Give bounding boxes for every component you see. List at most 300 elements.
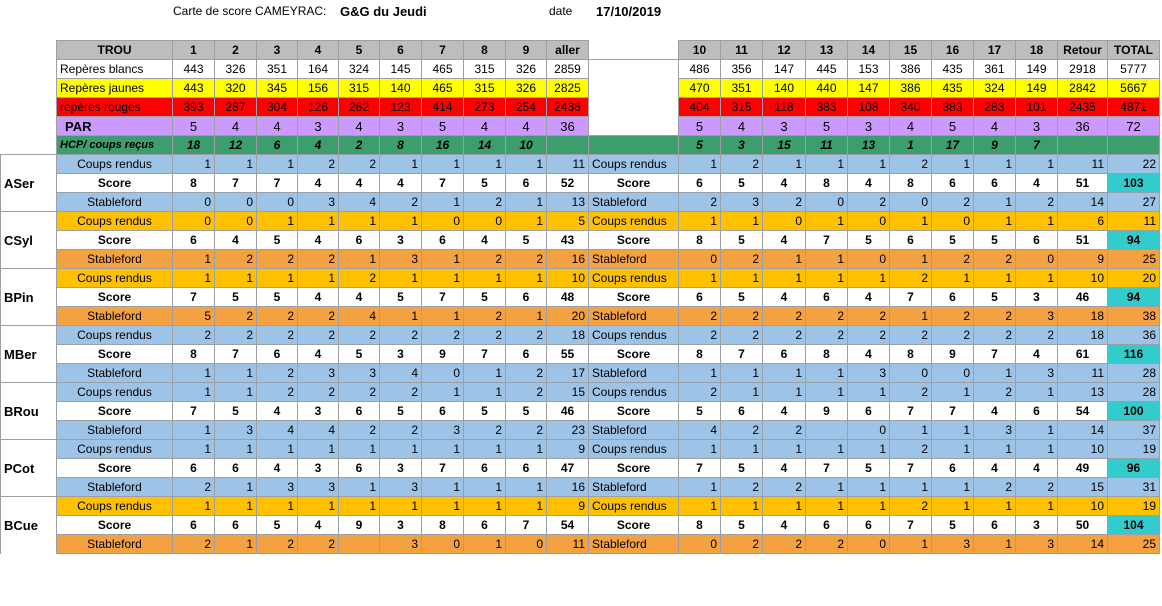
row-label: Stableford [57, 421, 173, 440]
retour-value: 13 [1058, 383, 1108, 402]
hole-value: 6 [215, 459, 257, 478]
retour-value: 2918 [1058, 60, 1108, 79]
hole-value: 2 [339, 269, 380, 288]
hole-value: 2 [215, 326, 257, 345]
hole-header: 14 [848, 41, 890, 60]
hole-value: 5 [464, 174, 506, 193]
total-value: 4871 [1108, 98, 1160, 117]
hole-value: 4 [339, 117, 380, 136]
hole-value: 1 [422, 155, 464, 174]
course-row [1, 79, 1160, 98]
course-row [1, 98, 1160, 117]
hole-value: 2 [506, 364, 547, 383]
hole-value: 5 [257, 288, 298, 307]
hcp-value: 10 [506, 136, 547, 155]
hcp-value: 3 [721, 136, 763, 155]
retour-header: Retour [1058, 41, 1108, 60]
total-value: 11 [1108, 212, 1160, 231]
hole-value: 414 [422, 98, 464, 117]
retour-value: 2842 [1058, 79, 1108, 98]
hole-value: 1 [215, 364, 257, 383]
hole-value: 7 [890, 516, 932, 535]
player-name: MBer [1, 345, 57, 364]
hcp-value: 2 [339, 136, 380, 155]
hole-value: 5 [380, 402, 422, 421]
player-name-cell [1, 155, 57, 174]
hcp-empty [1108, 136, 1160, 155]
hole-header: 2 [215, 41, 257, 60]
hole-value: 326 [506, 60, 547, 79]
blank-cell [1, 117, 57, 136]
hole-value: 2 [932, 193, 974, 212]
hole-value: 262 [339, 98, 380, 117]
hole-value: 254 [506, 98, 547, 117]
row-label: Stableford [589, 250, 679, 269]
hole-value: 5 [932, 231, 974, 250]
row-label: Score [57, 288, 173, 307]
hole-value: 7 [806, 459, 848, 478]
hole-value: 1 [806, 478, 848, 497]
hole-value: 147 [848, 79, 890, 98]
hole-value: 1 [506, 307, 547, 326]
hcp-value: 11 [806, 136, 848, 155]
hole-value: 5 [506, 402, 547, 421]
hole-value: 2 [257, 535, 298, 554]
hole-value: 5 [173, 307, 215, 326]
hole-value: 1 [380, 155, 422, 174]
hole-value: 443 [173, 60, 215, 79]
row-label: Stableford [589, 193, 679, 212]
hole-value: 2 [763, 193, 806, 212]
hole-value: 435 [932, 79, 974, 98]
total-value: 116 [1108, 345, 1160, 364]
hole-value: 315 [464, 60, 506, 79]
hole-value: 1 [932, 269, 974, 288]
hole-value: 5 [173, 117, 215, 136]
aller-value: 5 [547, 212, 589, 231]
card-header [0, 0, 1162, 22]
total-value: 28 [1108, 364, 1160, 383]
hole-value: 2 [422, 326, 464, 345]
hole-value: 5 [215, 288, 257, 307]
hole-value: 2 [721, 326, 763, 345]
row-label: Score [589, 459, 679, 478]
hole-value: 6 [173, 516, 215, 535]
hole-value: 8 [679, 516, 721, 535]
hole-value: 340 [890, 98, 932, 117]
course-row [1, 60, 1160, 79]
hole-value: 2 [890, 383, 932, 402]
hole-value: 8 [173, 174, 215, 193]
hole-value: 287 [215, 98, 257, 117]
player-name: ASer [1, 174, 57, 193]
retour-value: 11 [1058, 155, 1108, 174]
hole-value: 3 [1016, 364, 1058, 383]
hole-value: 1 [380, 269, 422, 288]
hole-value: 1 [806, 383, 848, 402]
hole-value: 6 [339, 459, 380, 478]
aller-value: 2859 [547, 60, 589, 79]
hole-value: 6 [339, 402, 380, 421]
hole-value: 1 [679, 478, 721, 497]
hole-value: 4 [298, 516, 339, 535]
hole-value: 465 [422, 79, 464, 98]
row-label: Score [57, 345, 173, 364]
player-score-row [1, 459, 1160, 478]
hole-value: 7 [890, 402, 932, 421]
row-label: Coups rendus [589, 383, 679, 402]
hole-value: 1 [257, 212, 298, 231]
blank-cell [1, 41, 57, 60]
retour-value: 50 [1058, 516, 1108, 535]
hole-value: 5 [464, 288, 506, 307]
retour-value: 10 [1058, 497, 1108, 516]
hole-value: 1 [932, 383, 974, 402]
hole-value: 6 [422, 402, 464, 421]
hole-header: 18 [1016, 41, 1058, 60]
hole-value: 149 [1016, 60, 1058, 79]
hole-value: 4 [298, 421, 339, 440]
total-value: 5667 [1108, 79, 1160, 98]
hole-value: 2 [806, 326, 848, 345]
hole-value: 6 [932, 459, 974, 478]
hole-value: 351 [257, 60, 298, 79]
hole-value: 1 [932, 497, 974, 516]
hole-value: 2 [257, 250, 298, 269]
hole-value: 1 [763, 364, 806, 383]
player-name: CSyl [1, 231, 57, 250]
hole-value: 3 [848, 364, 890, 383]
hole-value: 1 [932, 440, 974, 459]
hole-value: 9 [339, 516, 380, 535]
hole-value: 326 [215, 60, 257, 79]
hole-value: 315 [721, 98, 763, 117]
hole-value: 2 [380, 421, 422, 440]
hole-value: 8 [806, 345, 848, 364]
row-label: Score [57, 174, 173, 193]
player-coups-row [1, 326, 1160, 345]
hole-value: 1 [974, 535, 1016, 554]
hole-value: 4 [763, 174, 806, 193]
player-name: PCot [1, 459, 57, 478]
hole-value: 315 [464, 79, 506, 98]
hole-value: 7 [890, 459, 932, 478]
hole-value: 4 [339, 193, 380, 212]
hole-value: 6 [932, 174, 974, 193]
aller-value: 47 [547, 459, 589, 478]
hole-value: 4 [506, 117, 547, 136]
hole-header: 8 [464, 41, 506, 60]
row-label: Coups rendus [57, 497, 173, 516]
hole-value: 1 [422, 440, 464, 459]
total-value: 100 [1108, 402, 1160, 421]
hole-value: 6 [974, 516, 1016, 535]
hole-value: 1 [257, 155, 298, 174]
hole-value: 351 [721, 79, 763, 98]
aller-value: 18 [547, 326, 589, 345]
hole-value: 0 [848, 421, 890, 440]
hole-value: 5 [339, 345, 380, 364]
retour-value: 11 [1058, 364, 1108, 383]
hole-value: 0 [932, 364, 974, 383]
hole-value: 1 [215, 155, 257, 174]
hole-value: 4 [848, 345, 890, 364]
hole-value: 9 [422, 345, 464, 364]
hole-value: 6 [721, 402, 763, 421]
player-name-cell [1, 364, 57, 383]
hole-value: 149 [1016, 79, 1058, 98]
hole-value: 8 [679, 345, 721, 364]
hole-value: 0 [257, 193, 298, 212]
player-score-row [1, 402, 1160, 421]
hole-value: 1 [215, 383, 257, 402]
total-value: 37 [1108, 421, 1160, 440]
hole-value: 324 [339, 60, 380, 79]
hole-value: 2 [974, 478, 1016, 497]
hole-value: 304 [257, 98, 298, 117]
total-header: TOTAL [1108, 41, 1160, 60]
hole-value: 5 [506, 231, 547, 250]
retour-value: 18 [1058, 307, 1108, 326]
hole-value: 2 [763, 478, 806, 497]
hole-value: 4 [257, 402, 298, 421]
aller-value: 52 [547, 174, 589, 193]
hole-value: 2 [890, 155, 932, 174]
row-label: Stableford [57, 535, 173, 554]
gap-cell [589, 60, 679, 79]
hole-value: 1 [464, 383, 506, 402]
hole-value: 1 [173, 440, 215, 459]
hole-value: 5 [721, 459, 763, 478]
hole-value: 6 [1016, 231, 1058, 250]
hole-value: 1 [339, 250, 380, 269]
hole-value: 6 [679, 288, 721, 307]
hole-value: 2 [806, 307, 848, 326]
hole-value: 1 [1016, 212, 1058, 231]
hole-value: 2 [506, 326, 547, 345]
hole-value: 2 [339, 155, 380, 174]
hole-value: 2 [1016, 326, 1058, 345]
retour-value: 2435 [1058, 98, 1108, 117]
hole-value: 1 [890, 250, 932, 269]
hole-value: 1 [763, 269, 806, 288]
player-coups-row [1, 383, 1160, 402]
row-label: Score [589, 345, 679, 364]
retour-value: 9 [1058, 250, 1108, 269]
hole-value: 5 [974, 288, 1016, 307]
total-value: 19 [1108, 497, 1160, 516]
aller-value: 11 [547, 535, 589, 554]
row-label: Score [589, 288, 679, 307]
hole-value: 1 [380, 497, 422, 516]
hole-value: 3 [380, 478, 422, 497]
hole-value: 1 [464, 478, 506, 497]
hole-value: 2 [890, 269, 932, 288]
total-value: 20 [1108, 269, 1160, 288]
player-name-cell [1, 212, 57, 231]
hole-value: 1 [848, 269, 890, 288]
total-value: 22 [1108, 155, 1160, 174]
hole-value: 1 [298, 269, 339, 288]
hole-value: 5 [679, 402, 721, 421]
hole-value: 2 [298, 307, 339, 326]
hole-value: 1 [763, 250, 806, 269]
hole-value: 5 [932, 516, 974, 535]
row-label: Coups rendus [57, 440, 173, 459]
hole-value: 1 [974, 193, 1016, 212]
hole-value: 0 [506, 535, 547, 554]
hole-value: 2 [257, 307, 298, 326]
hole-value: 8 [679, 231, 721, 250]
row-label: Coups rendus [57, 269, 173, 288]
player-stableford-row [1, 250, 1160, 269]
aller-value: 48 [547, 288, 589, 307]
total-value: 25 [1108, 535, 1160, 554]
player-score-row [1, 345, 1160, 364]
hole-value: 147 [763, 60, 806, 79]
hole-header: 5 [339, 41, 380, 60]
hole-value: 4 [298, 345, 339, 364]
hole-value: 4 [257, 117, 298, 136]
hole-value: 1 [173, 269, 215, 288]
hole-value: 2 [763, 535, 806, 554]
hole-value: 4 [763, 288, 806, 307]
hole-value: 0 [763, 212, 806, 231]
total-value: 94 [1108, 231, 1160, 250]
hole-header: 12 [763, 41, 806, 60]
row-label: Coups rendus [57, 212, 173, 231]
hole-value: 1 [890, 421, 932, 440]
hole-value: 0 [464, 212, 506, 231]
hole-value: 1 [257, 497, 298, 516]
hcp-value: 9 [974, 136, 1016, 155]
hole-value: 1 [464, 497, 506, 516]
hole-value: 153 [848, 60, 890, 79]
hole-value: 356 [721, 60, 763, 79]
hole-value: 2 [464, 307, 506, 326]
player-coups-row [1, 440, 1160, 459]
hole-value: 486 [679, 60, 721, 79]
total-value: 94 [1108, 288, 1160, 307]
hcp-value: 4 [298, 136, 339, 155]
course-row-label: PAR [57, 117, 173, 136]
hole-value: 1 [721, 440, 763, 459]
retour-value: 51 [1058, 231, 1108, 250]
hole-value [806, 421, 848, 440]
hole-value: 6 [464, 516, 506, 535]
hole-value: 3 [257, 478, 298, 497]
player-coups-row [1, 497, 1160, 516]
hole-value: 4 [339, 288, 380, 307]
blank-cell [1, 136, 57, 155]
hole-value: 1 [679, 364, 721, 383]
hole-value: 2 [890, 326, 932, 345]
player-name: BPin [1, 288, 57, 307]
hole-value: 3 [298, 459, 339, 478]
hole-value: 1 [506, 440, 547, 459]
hole-value: 2 [679, 326, 721, 345]
hole-value: 1 [806, 440, 848, 459]
hole-value: 7 [422, 174, 464, 193]
hole-value: 2 [464, 326, 506, 345]
hole-value: 4 [380, 174, 422, 193]
hole-value: 7 [890, 288, 932, 307]
aller-value: 2825 [547, 79, 589, 98]
hole-value: 4 [257, 459, 298, 478]
hole-value: 3 [298, 364, 339, 383]
hole-value: 1 [763, 497, 806, 516]
hole-value: 1 [974, 155, 1016, 174]
hole-value: 4 [298, 174, 339, 193]
hole-value: 3 [1016, 117, 1058, 136]
hole-value: 1 [721, 497, 763, 516]
hole-value: 1 [890, 307, 932, 326]
player-name-cell [1, 440, 57, 459]
hole-value: 4 [1016, 459, 1058, 478]
hole-value: 4 [1016, 345, 1058, 364]
hole-value: 2 [464, 421, 506, 440]
hole-value: 7 [422, 459, 464, 478]
total-value: 36 [1108, 326, 1160, 345]
hole-value: 3 [298, 117, 339, 136]
hole-value: 0 [422, 212, 464, 231]
hole-value: 1 [464, 269, 506, 288]
row-label: Score [57, 516, 173, 535]
hole-value: 1 [422, 497, 464, 516]
hole-value: 2 [721, 250, 763, 269]
row-label: Coups rendus [589, 155, 679, 174]
row-label: Stableford [589, 307, 679, 326]
gap-cell [589, 117, 679, 136]
hole-value: 4 [974, 117, 1016, 136]
hole-value: 2 [339, 421, 380, 440]
hole-value: 140 [763, 79, 806, 98]
player-coups-row [1, 212, 1160, 231]
row-label: Stableford [57, 250, 173, 269]
hole-value: 1 [679, 212, 721, 231]
hole-value: 2 [339, 383, 380, 402]
hole-value: 2 [298, 383, 339, 402]
hole-value: 3 [298, 402, 339, 421]
hole-value: 1 [1016, 421, 1058, 440]
hole-value: 2 [257, 326, 298, 345]
hcp-empty [1058, 136, 1108, 155]
gap-cell [589, 79, 679, 98]
player-score-row [1, 288, 1160, 307]
hole-value: 4 [763, 231, 806, 250]
hole-value: 3 [721, 193, 763, 212]
hole-value: 3 [380, 345, 422, 364]
hole-value: 123 [380, 98, 422, 117]
player-score-row [1, 174, 1160, 193]
hole-value: 1 [173, 364, 215, 383]
hole-value: 1 [679, 155, 721, 174]
hcp-empty [589, 136, 679, 155]
hole-value: 1 [974, 212, 1016, 231]
trou-header: TROU [57, 41, 173, 60]
row-label: Coups rendus [589, 497, 679, 516]
hcp-value: 16 [422, 136, 464, 155]
hole-value: 2 [763, 307, 806, 326]
aller-header: aller [547, 41, 589, 60]
hole-header: 17 [974, 41, 1016, 60]
hole-value: 6 [679, 174, 721, 193]
hole-value: 3 [215, 421, 257, 440]
hole-value: 386 [890, 60, 932, 79]
aller-value: 43 [547, 231, 589, 250]
hole-value: 1 [422, 478, 464, 497]
row-label: Stableford [589, 421, 679, 440]
